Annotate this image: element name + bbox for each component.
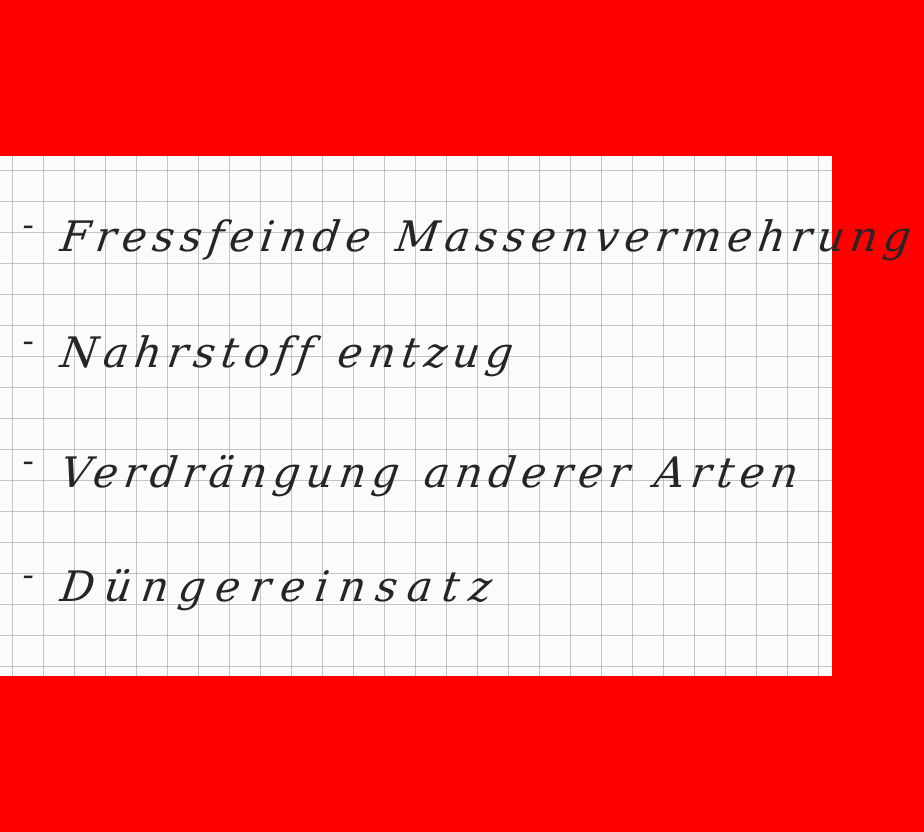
note-item-verdraengung [18, 424, 811, 497]
bullet-dash: - [19, 321, 40, 361]
note-text: Nahrstoff entzug [57, 328, 523, 377]
bullet-dash: - [19, 205, 40, 245]
graph-paper-sheet [0, 156, 921, 676]
bullet-dash: - [19, 555, 40, 595]
note-text: Düngereinsatz [57, 562, 505, 611]
note-text: Verdrängung anderer Arten [57, 448, 808, 497]
top-red-band [0, 0, 832, 156]
note-item-duengereinsatz [18, 538, 508, 611]
note-item-fressfeinde [18, 188, 924, 261]
bullet-dash: - [19, 441, 40, 481]
note-item-nahrstoff-entzug [18, 304, 526, 377]
handwritten-note-list [0, 156, 921, 676]
bottom-red-band [0, 676, 832, 832]
note-text: Fressfeinde Massenvermehrung [57, 212, 921, 261]
